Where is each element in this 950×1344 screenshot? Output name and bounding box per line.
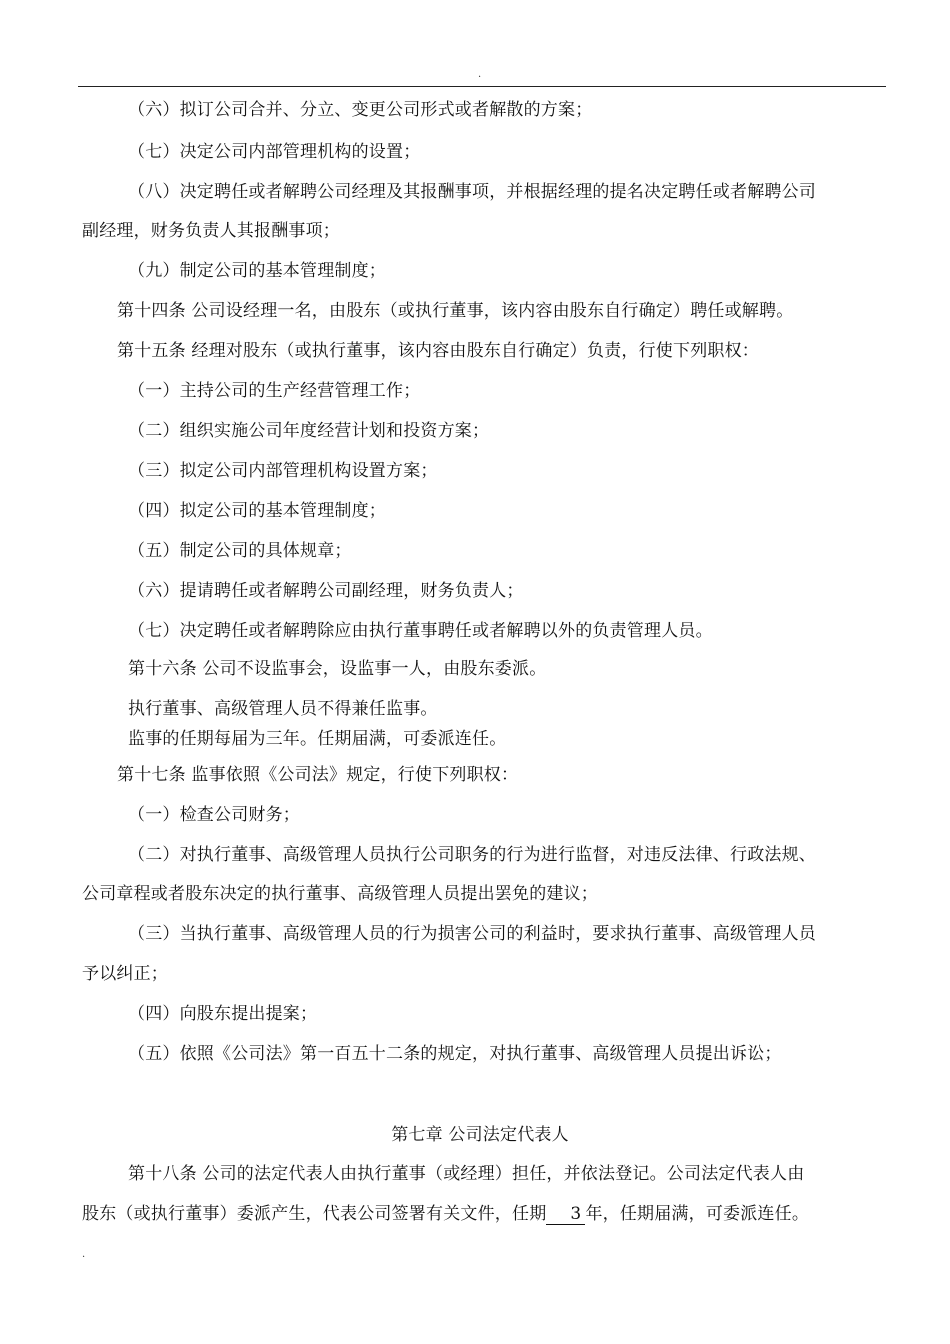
clause-line: 副经理，财务负责人其报酬事项； — [82, 221, 340, 241]
clause-line: （八）决定聘任或者解聘公司经理及其报酬事项，并根据经理的提名决定聘任或者解聘公司 — [128, 182, 816, 202]
clause-line: 予以纠正； — [82, 964, 168, 984]
article-line: 第十五条 经理对股东（或执行董事，该内容由股东自行确定）负责，行使下列职权： — [117, 341, 760, 361]
clause-line: （四）向股东提出提案； — [128, 1004, 318, 1024]
header-rule — [78, 86, 886, 87]
article-text-before-term: 股东（或执行董事）委派产生，代表公司签署有关文件，任期 — [82, 1204, 547, 1224]
clause-line: （一）检查公司财务； — [128, 805, 300, 825]
clause-line: （三）拟定公司内部管理机构设置方案； — [128, 461, 438, 481]
term-years-field: 3 — [546, 1204, 585, 1225]
text-line: 执行董事、高级管理人员不得兼任监事。 — [128, 699, 438, 719]
clause-line: （六）提请聘任或者解聘公司副经理，财务负责人； — [128, 581, 524, 601]
article-text-after-term: 年，任期届满，可委派连任。 — [585, 1204, 810, 1224]
clause-line: （九）制定公司的基本管理制度； — [128, 261, 386, 281]
clause-line: （五）依照《公司法》第一百五十二条的规定，对执行董事、高级管理人员提出诉讼； — [128, 1044, 782, 1064]
article-line: 第十四条 公司设经理一名，由股东（或执行董事，该内容由股东自行确定）聘任或解聘。 — [117, 301, 794, 321]
clause-line: （五）制定公司的具体规章； — [128, 541, 352, 561]
article-line: 第十七条 监事依照《公司法》规定，行使下列职权： — [117, 765, 519, 785]
clause-line: 公司章程或者股东决定的执行董事、高级管理人员提出罢免的建议； — [82, 884, 598, 904]
footer-dot: . — [82, 1249, 86, 1260]
text-line: 监事的任期每届为三年。任期届满，可委派连任。 — [128, 729, 507, 749]
clause-line: （四）拟定公司的基本管理制度； — [128, 501, 386, 521]
clause-line: （七）决定聘任或者解聘除应由执行董事聘任或者解聘以外的负责管理人员。 — [128, 621, 713, 641]
clause-line: （二）对执行董事、高级管理人员执行公司职务的行为进行监督，对违反法律、行政法规、 — [128, 845, 816, 865]
article-line-continued — [82, 1203, 950, 1225]
clause-line: （一）主持公司的生产经营管理工作； — [128, 381, 421, 401]
clause-line: （六）拟订公司合并、分立、变更公司形式或者解散的方案； — [128, 100, 593, 120]
article-line: 第十八条 公司的法定代表人由执行董事（或经理）担任，并依法登记。公司法定代表人由 — [128, 1164, 805, 1184]
header-dot: . — [478, 69, 482, 80]
clause-line: （七）决定公司内部管理机构的设置； — [128, 142, 421, 162]
clause-line: （二）组织实施公司年度经营计划和投资方案； — [128, 421, 490, 441]
clause-line: （三）当执行董事、高级管理人员的行为损害公司的利益时，要求执行董事、高级管理人员 — [128, 924, 816, 944]
chapter-heading: 第七章 公司法定代表人 — [391, 1125, 569, 1145]
article-line: 第十六条 公司不设监事会，设监事一人，由股东委派。 — [128, 659, 547, 679]
